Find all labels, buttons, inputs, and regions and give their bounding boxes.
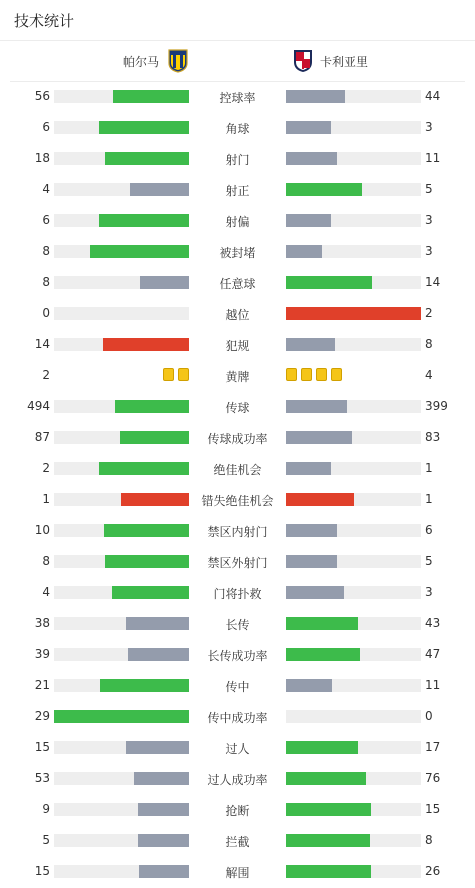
stat-label: 传球成功率 — [207, 432, 268, 446]
away-stat-value: 5 — [425, 554, 433, 568]
away-stat-value: 11 — [425, 151, 441, 165]
cagliari-crest-icon — [293, 49, 313, 73]
home-bar-track — [54, 276, 189, 289]
home-stat-value: 1 — [42, 492, 50, 506]
away-bar-track — [286, 741, 421, 754]
stat-label: 射偏 — [225, 215, 250, 229]
away-bar-track — [286, 214, 421, 227]
home-bar-fill — [113, 90, 189, 103]
away-bar-track — [286, 493, 421, 506]
yellow-card-icon — [163, 368, 174, 381]
away-stat-value: 1 — [425, 461, 433, 475]
away-bar-fill — [286, 90, 345, 103]
home-stat-value: 56 — [34, 89, 50, 103]
stat-row — [0, 608, 475, 639]
home-bar-fill — [54, 710, 189, 723]
away-bar-track — [286, 90, 421, 103]
away-bar-fill — [286, 183, 362, 196]
away-stat-value: 2 — [425, 306, 433, 320]
away-stat-value: 76 — [425, 771, 441, 785]
home-bar-fill — [128, 648, 189, 661]
home-stat-value: 8 — [42, 244, 50, 258]
home-bar-track — [54, 555, 189, 568]
stat-row — [0, 298, 475, 329]
stat-row — [0, 453, 475, 484]
stat-row — [0, 546, 475, 577]
away-bar-fill — [286, 307, 421, 320]
away-bar-track — [286, 865, 421, 878]
away-stat-value: 43 — [425, 616, 441, 630]
away-bar-track — [286, 524, 421, 537]
stat-row — [0, 81, 475, 112]
home-bar-track — [54, 214, 189, 227]
home-bar-track — [54, 493, 189, 506]
stat-label: 黄牌 — [225, 370, 250, 384]
stat-label: 越位 — [225, 308, 250, 322]
home-bar-fill — [139, 865, 189, 878]
away-bar-fill — [286, 524, 337, 537]
home-bar-fill — [134, 772, 189, 785]
stat-label: 射正 — [225, 184, 250, 198]
away-stat-value: 47 — [425, 647, 441, 661]
away-bar-track — [286, 276, 421, 289]
away-stat-value: 17 — [425, 740, 441, 754]
stat-label: 解围 — [225, 866, 250, 880]
home-bar-track — [54, 648, 189, 661]
stat-row — [0, 267, 475, 298]
home-stat-value: 5 — [42, 833, 50, 847]
home-stat-value: 494 — [27, 399, 50, 413]
home-stat-value: 9 — [42, 802, 50, 816]
stat-row — [0, 577, 475, 608]
home-bar-track — [54, 400, 189, 413]
away-bar-track — [286, 183, 421, 196]
away-bar-fill — [286, 648, 360, 661]
stat-row — [0, 112, 475, 143]
away-bar-track — [286, 462, 421, 475]
home-bar-fill — [138, 803, 189, 816]
away-stat-value: 0 — [425, 709, 433, 723]
home-bar-track — [54, 772, 189, 785]
home-bar-track — [54, 121, 189, 134]
away-bar-fill — [286, 834, 370, 847]
stat-row — [0, 205, 475, 236]
away-stat-value: 44 — [425, 89, 441, 103]
away-stat-value: 399 — [425, 399, 448, 413]
stat-row — [0, 670, 475, 701]
home-bar-track — [54, 710, 189, 723]
home-bar-track — [54, 152, 189, 165]
stat-label: 被封堵 — [219, 246, 256, 260]
stat-label: 错失绝佳机会 — [201, 494, 274, 508]
home-bar-track — [54, 679, 189, 692]
home-bar-track — [54, 431, 189, 444]
away-bar-fill — [286, 152, 337, 165]
away-bar-fill — [286, 245, 322, 258]
away-bar-fill — [286, 276, 372, 289]
stat-label: 角球 — [225, 122, 250, 136]
away-bar-track — [286, 400, 421, 413]
stat-row — [0, 794, 475, 825]
home-bar-track — [54, 307, 189, 320]
away-stat-value: 8 — [425, 833, 433, 847]
home-bar-fill — [130, 183, 189, 196]
home-stat-value: 6 — [42, 120, 50, 134]
home-bar-track — [54, 90, 189, 103]
away-bar-fill — [286, 555, 337, 568]
home-stat-value: 39 — [34, 647, 50, 661]
away-bar-fill — [286, 679, 332, 692]
stat-label: 长传 — [225, 618, 250, 632]
home-bar-fill — [120, 431, 189, 444]
away-team-name: 卡利亚里 — [320, 54, 369, 69]
header — [0, 0, 475, 41]
away-bar-fill — [286, 617, 358, 630]
home-stat-value: 8 — [42, 554, 50, 568]
home-bar-track — [54, 741, 189, 754]
home-bar-track — [54, 803, 189, 816]
stat-row — [0, 360, 475, 391]
home-stat-value: 8 — [42, 275, 50, 289]
home-stat-value: 4 — [42, 585, 50, 599]
stat-row — [0, 236, 475, 267]
stat-row — [0, 174, 475, 205]
away-bar-track — [286, 152, 421, 165]
away-bar-fill — [286, 741, 358, 754]
home-stat-value: 4 — [42, 182, 50, 196]
home-stat-value: 6 — [42, 213, 50, 227]
away-stat-value: 3 — [425, 120, 433, 134]
stat-label: 犯规 — [225, 339, 250, 353]
home-bar-track — [54, 462, 189, 475]
home-bar-track — [54, 183, 189, 196]
home-bar-fill — [99, 214, 189, 227]
away-stat-value: 83 — [425, 430, 441, 444]
stat-label: 传中成功率 — [207, 711, 268, 725]
away-bar-fill — [286, 772, 366, 785]
home-bar-fill — [99, 462, 189, 475]
away-bar-track — [286, 307, 421, 320]
away-stat-value: 3 — [425, 585, 433, 599]
away-bar-fill — [286, 865, 371, 878]
stat-label: 禁区外射门 — [207, 556, 268, 570]
stat-label: 抢断 — [225, 804, 250, 818]
home-bar-fill — [90, 245, 189, 258]
home-team[interactable] — [123, 49, 188, 73]
away-stat-value: 11 — [425, 678, 441, 692]
away-bar-track — [286, 648, 421, 661]
away-stat-value: 5 — [425, 182, 433, 196]
home-bar-track — [54, 834, 189, 847]
home-stat-value: 0 — [42, 306, 50, 320]
home-bar-fill — [103, 338, 189, 351]
home-stat-value: 29 — [34, 709, 50, 723]
away-stat-value: 4 — [425, 368, 433, 382]
away-bar-track — [286, 834, 421, 847]
home-stat-value: 15 — [34, 740, 50, 754]
home-bar-fill — [112, 586, 189, 599]
stat-row — [0, 484, 475, 515]
stat-row — [0, 143, 475, 174]
parma-crest-icon — [168, 49, 188, 73]
stat-row — [0, 422, 475, 453]
away-bar-fill — [286, 586, 344, 599]
home-bar-track — [54, 865, 189, 878]
stat-label: 过人成功率 — [207, 773, 268, 787]
stat-row — [0, 515, 475, 546]
stat-label: 控球率 — [219, 91, 256, 105]
away-bar-track — [286, 772, 421, 785]
stat-row — [0, 329, 475, 360]
stat-label: 传球 — [225, 401, 250, 415]
home-bar-fill — [140, 276, 189, 289]
stat-label: 长传成功率 — [207, 649, 268, 663]
away-bar-fill — [286, 462, 331, 475]
away-bar-track — [286, 679, 421, 692]
stat-label: 禁区内射门 — [207, 525, 268, 539]
stat-label: 拦截 — [225, 835, 250, 849]
away-bar-track — [286, 338, 421, 351]
home-stat-value: 2 — [42, 368, 50, 382]
home-yellow-cards — [163, 368, 189, 382]
away-bar-fill — [286, 431, 352, 444]
stat-row — [0, 391, 475, 422]
team-header — [10, 41, 465, 82]
home-bar-fill — [121, 493, 189, 506]
home-stat-value: 38 — [34, 616, 50, 630]
stat-row — [0, 732, 475, 763]
stat-row — [0, 639, 475, 670]
yellow-card-icon — [316, 368, 327, 381]
away-bar-fill — [286, 803, 371, 816]
away-team[interactable] — [293, 49, 368, 73]
home-stat-value: 18 — [34, 151, 50, 165]
home-team-name: 帕尔马 — [122, 54, 159, 69]
away-yellow-cards — [286, 368, 342, 382]
stat-label: 传中 — [225, 680, 250, 694]
away-stat-value: 6 — [425, 523, 433, 537]
away-stat-value: 8 — [425, 337, 433, 351]
away-stat-value: 3 — [425, 213, 433, 227]
yellow-card-icon — [178, 368, 189, 381]
home-bar-track — [54, 586, 189, 599]
away-bar-track — [286, 555, 421, 568]
stat-row — [0, 763, 475, 794]
away-stat-value: 14 — [425, 275, 441, 289]
away-bar-track — [286, 121, 421, 134]
away-bar-track — [286, 803, 421, 816]
home-bar-fill — [105, 152, 189, 165]
stat-label: 任意球 — [219, 277, 256, 291]
stat-row — [0, 856, 475, 887]
home-bar-track — [54, 524, 189, 537]
away-bar-fill — [286, 214, 331, 227]
away-bar-track — [286, 586, 421, 599]
yellow-card-icon — [301, 368, 312, 381]
away-stat-value: 15 — [425, 802, 441, 816]
away-bar-track — [286, 431, 421, 444]
yellow-card-icon — [331, 368, 342, 381]
home-bar-fill — [99, 121, 189, 134]
yellow-card-icon — [286, 368, 297, 381]
away-bar-track — [286, 710, 421, 723]
stat-label: 射门 — [225, 153, 250, 167]
away-bar-fill — [286, 400, 347, 413]
away-stat-value: 3 — [425, 244, 433, 258]
home-bar-fill — [104, 524, 189, 537]
page-title: 技术统计 — [14, 12, 75, 30]
away-stat-value: 1 — [425, 492, 433, 506]
home-bar-fill — [100, 679, 189, 692]
stat-label: 门将扑救 — [213, 587, 262, 601]
stat-label: 绝佳机会 — [213, 463, 262, 477]
away-bar-fill — [286, 338, 335, 351]
home-bar-fill — [126, 617, 189, 630]
home-bar-fill — [115, 400, 189, 413]
home-bar-fill — [126, 741, 189, 754]
home-stat-value: 14 — [34, 337, 50, 351]
away-bar-fill — [286, 121, 331, 134]
home-bar-track — [54, 245, 189, 258]
home-stat-value: 53 — [34, 771, 50, 785]
home-stat-value: 2 — [42, 461, 50, 475]
home-bar-track — [54, 617, 189, 630]
home-stat-value: 87 — [34, 430, 50, 444]
home-bar-fill — [138, 834, 189, 847]
away-stat-value: 26 — [425, 864, 441, 878]
stat-row — [0, 825, 475, 856]
home-bar-fill — [105, 555, 189, 568]
stat-label: 过人 — [225, 742, 250, 756]
home-stat-value: 10 — [34, 523, 50, 537]
home-stat-value: 21 — [34, 678, 50, 692]
away-bar-track — [286, 245, 421, 258]
stat-row — [0, 701, 475, 732]
away-bar-track — [286, 617, 421, 630]
home-stat-value: 15 — [34, 864, 50, 878]
away-bar-fill — [286, 493, 354, 506]
home-bar-track — [54, 338, 189, 351]
